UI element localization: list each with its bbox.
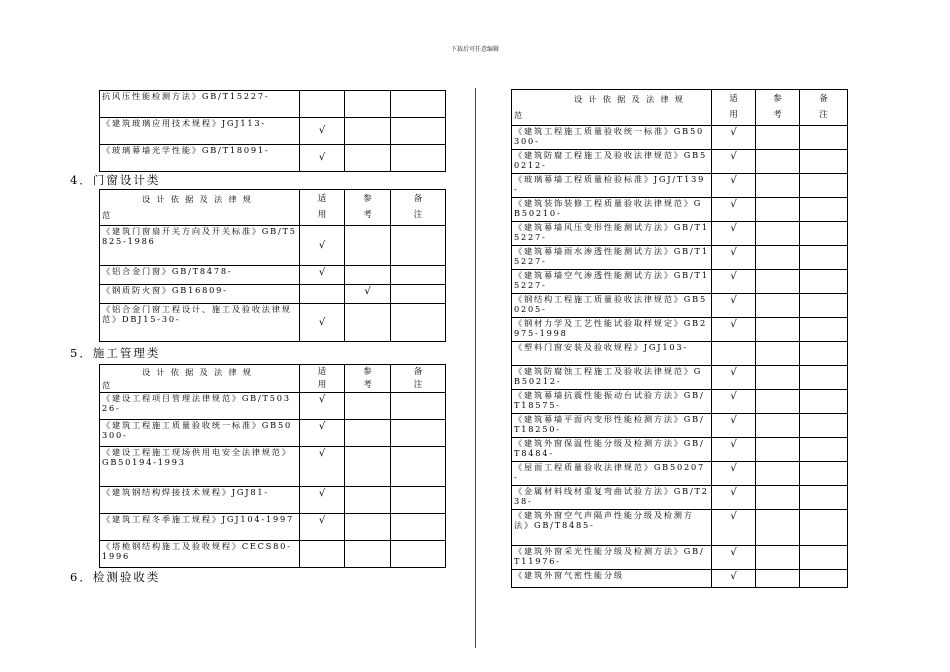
header-ref: 参 考	[345, 190, 391, 226]
standard-cell: 《玻璃幕墙工程质量检验标准》JGJ/T139-	[512, 174, 712, 198]
check-mark: √	[712, 510, 756, 546]
check-mark: √	[712, 390, 756, 414]
standard-cell: 《铝合金门窗工程设计、施工及验收法律规范》DBJ15-30-	[100, 304, 300, 342]
note-cell	[391, 266, 446, 285]
check-mark: √	[712, 222, 756, 246]
note-cell	[391, 118, 446, 145]
note-cell	[800, 246, 848, 270]
check-mark: √	[712, 294, 756, 318]
header-ref: 参 考	[345, 365, 391, 393]
header-apply: 适 用	[712, 90, 756, 126]
column-divider	[475, 88, 476, 648]
ref-cell	[756, 222, 800, 246]
check-mark: √	[300, 393, 345, 420]
check-mark: √	[712, 318, 756, 342]
note-cell	[800, 390, 848, 414]
ref-cell	[345, 304, 391, 342]
standard-cell: 《钢结构工程施工质量验收法律规范》GB50205-	[512, 294, 712, 318]
header-sub: 范	[514, 110, 524, 120]
note-cell	[800, 222, 848, 246]
ref-cell	[756, 342, 800, 366]
check-mark: √	[300, 487, 345, 514]
header-standard	[512, 90, 712, 126]
ref-cell	[756, 366, 800, 390]
apply-cell	[300, 541, 345, 568]
check-mark: √	[712, 414, 756, 438]
standard-cell: 抗风压性能检测方法》GB/T15227-	[100, 91, 300, 118]
header-sub: 范	[102, 380, 112, 390]
check-mark: √	[300, 304, 345, 342]
ref-cell	[756, 126, 800, 150]
header-title: 设 计 依 据 及 法 律 规	[574, 94, 685, 104]
ref-cell	[345, 393, 391, 420]
standard-cell: 《建筑幕墙平面内变形性能检测方法》GB/T18250-	[512, 414, 712, 438]
check-mark: √	[712, 126, 756, 150]
note-cell	[800, 546, 848, 570]
check-mark: √	[712, 570, 756, 588]
standard-cell: 《塔桅钢结构施工及验收规程》CECS80-1996	[100, 541, 300, 568]
ref-cell	[756, 438, 800, 462]
section-6-title: 6．检测验收类	[70, 570, 161, 584]
note-cell	[800, 414, 848, 438]
check-mark: √	[300, 514, 345, 541]
check-mark: √	[712, 246, 756, 270]
header-note-col: 备 注	[391, 190, 446, 226]
check-mark: √	[712, 462, 756, 486]
standard-cell: 《建筑幕墙雨水渗透性能测试方法》GB/T15227-	[512, 246, 712, 270]
standard-cell: 《铝合金门窗》GB/T8478-	[100, 266, 300, 285]
ref-cell	[756, 510, 800, 546]
check-mark: √	[712, 150, 756, 174]
header-apply: 适 用	[300, 365, 345, 393]
check-mark: √	[712, 198, 756, 222]
ref-cell	[345, 541, 391, 568]
check-mark: √	[300, 226, 345, 266]
ref-cell	[756, 150, 800, 174]
note-cell	[391, 91, 446, 118]
standard-cell: 《屋面工程质量验收法律规范》GB50207-	[512, 462, 712, 486]
standard-cell: 《建筑幕墙抗震性能振动台试验方法》GB/T18575-	[512, 390, 712, 414]
ref-cell	[756, 318, 800, 342]
ref-cell	[756, 414, 800, 438]
note-cell	[391, 541, 446, 568]
header-standard	[100, 365, 300, 393]
ref-cell	[756, 246, 800, 270]
header-apply: 适 用	[300, 190, 345, 226]
standard-cell: 《建筑防腐蚀工程施工及验收法律规范》GB50212-	[512, 366, 712, 390]
standard-cell: 《建筑外窗空气声隔声性能分级及检测方法》GB/T8485-	[512, 510, 712, 546]
check-mark: √	[712, 438, 756, 462]
standard-cell: 《建筑幕墙风压变形性能测试方法》GB/T15227-	[512, 222, 712, 246]
standard-cell: 《塑料门窗安装及验收规程》JGJ103-	[512, 342, 712, 366]
note-cell	[800, 270, 848, 294]
apply-cell	[712, 342, 756, 366]
header-title: 设 计 依 据 及 法 律 规	[142, 367, 253, 377]
header-note: 下载后可任意编辑	[450, 46, 499, 53]
ref-cell	[345, 118, 391, 145]
header-ref: 参 考	[756, 90, 800, 126]
ref-cell	[756, 570, 800, 588]
ref-cell	[756, 198, 800, 222]
note-cell	[391, 226, 446, 266]
check-mark: √	[712, 174, 756, 198]
ref-cell	[345, 91, 391, 118]
note-cell	[800, 174, 848, 198]
standard-cell: 《建筑防腐工程施工及验收法律规范》GB50212-	[512, 150, 712, 174]
check-mark: √	[300, 266, 345, 285]
note-cell	[800, 486, 848, 510]
standard-cell: 《建筑外窗采光性能分级及检测方法》GB/T11976-	[512, 546, 712, 570]
note-cell	[800, 318, 848, 342]
standard-cell: 《建筑外窗保温性能分级及检测方法》GB/T8484-	[512, 438, 712, 462]
note-cell	[800, 150, 848, 174]
left-top-table	[99, 90, 446, 172]
standard-cell: 《玻璃幕墙光学性能》GB/T18091-	[100, 145, 300, 172]
note-cell	[391, 285, 446, 304]
note-cell	[391, 304, 446, 342]
note-cell	[391, 487, 446, 514]
ref-cell	[756, 390, 800, 414]
ref-cell	[756, 270, 800, 294]
check-mark: √	[300, 145, 345, 172]
apply-cell	[300, 285, 345, 304]
ref-cell	[756, 546, 800, 570]
header-note-col: 备 注	[800, 90, 848, 126]
section-5-title: 5．施工管理类	[70, 346, 161, 360]
standard-cell: 《建筑工程施工质量验收统一标准》GB50300-	[100, 420, 300, 447]
note-cell	[391, 447, 446, 487]
ref-cell	[345, 447, 391, 487]
header-standard	[100, 190, 300, 226]
standard-cell: 《建设工程项目管理法律规范》GB/T50326-	[100, 393, 300, 420]
check-mark: √	[712, 546, 756, 570]
header-note-col: 备 注	[391, 365, 446, 393]
section-5-table	[99, 364, 446, 568]
note-cell	[800, 294, 848, 318]
note-cell	[800, 570, 848, 588]
check-mark: √	[712, 270, 756, 294]
standard-cell: 《建筑玻璃应用技术规程》JGJ113-	[100, 118, 300, 145]
note-cell	[800, 510, 848, 546]
note-cell	[391, 514, 446, 541]
standard-cell: 《建筑钢结构焊接技术规程》JGJ81-	[100, 487, 300, 514]
section-4-title: 4．门窗设计类	[70, 173, 161, 187]
apply-cell	[300, 91, 345, 118]
check-mark: √	[712, 486, 756, 510]
standard-cell: 《金属材料线材重复弯曲试验方法》GB/T238-	[512, 486, 712, 510]
ref-cell	[345, 145, 391, 172]
ref-cell	[756, 462, 800, 486]
standard-cell: 《建筑工程冬季施工规程》JGJ104-1997	[100, 514, 300, 541]
standard-cell: 《建筑装饰装修工程质量验收法律规范》GB50210-	[512, 198, 712, 222]
standard-cell: 《建设工程施工现场供用电安全法律规范》GB50194-1993	[100, 447, 300, 487]
standard-cell: 《建筑工程施工质量验收统一标准》GB50300-	[512, 126, 712, 150]
standard-cell: 《钢质防火窗》GB16809-	[100, 285, 300, 304]
ref-cell	[345, 487, 391, 514]
header-sub: 范	[102, 210, 112, 220]
ref-cell	[345, 226, 391, 266]
note-cell	[800, 438, 848, 462]
note-cell	[800, 366, 848, 390]
standard-cell: 《建筑门窗扇开关方向及开关标准》GB/T5825-1986	[100, 226, 300, 266]
ref-cell	[345, 420, 391, 447]
check-mark: √	[712, 366, 756, 390]
header-title: 设 计 依 据 及 法 律 规	[142, 194, 253, 204]
ref-cell	[345, 514, 391, 541]
right-table	[511, 89, 848, 588]
standard-cell: 《建筑外窗气密性能分级	[512, 570, 712, 588]
check-mark: √	[345, 285, 391, 304]
check-mark: √	[300, 118, 345, 145]
note-cell	[391, 145, 446, 172]
note-cell	[391, 420, 446, 447]
section-4-table	[99, 189, 446, 342]
check-mark: √	[300, 420, 345, 447]
note-cell	[800, 198, 848, 222]
ref-cell	[756, 294, 800, 318]
ref-cell	[756, 174, 800, 198]
standard-cell: 《钢材力学及工艺性能试验取样规定》GB2975-1998	[512, 318, 712, 342]
ref-cell	[345, 266, 391, 285]
check-mark: √	[300, 447, 345, 487]
note-cell	[391, 393, 446, 420]
note-cell	[800, 342, 848, 366]
note-cell	[800, 462, 848, 486]
ref-cell	[756, 486, 800, 510]
note-cell	[800, 126, 848, 150]
standard-cell: 《建筑幕墙空气渗透性能测试方法》GB/T15227-	[512, 270, 712, 294]
